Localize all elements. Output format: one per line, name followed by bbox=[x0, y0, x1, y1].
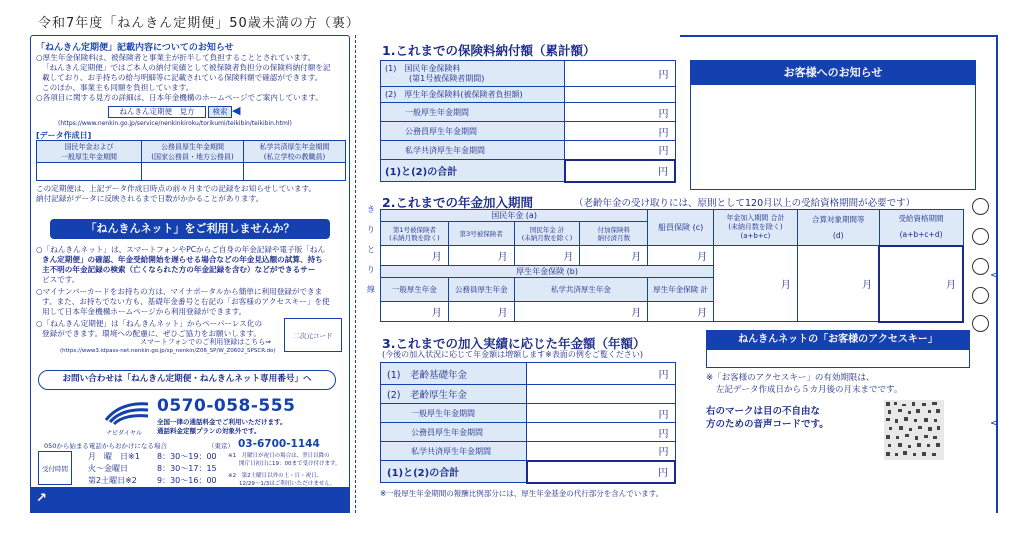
s1-value-kosei bbox=[565, 87, 676, 103]
net-line: ○「ねんきん定期便」は「ねんきんネット」からペーパーレス化の bbox=[36, 319, 263, 328]
total-header: 年金加入期間 合計 (未納月数を除く) (a+b+c) bbox=[714, 210, 798, 246]
net-line: ○マイナンバーカードをお持ちの方は、マイナポータルから簡単に利用登録ができま bbox=[36, 287, 323, 296]
net-line: 主不明の年金記録の検索（亡くなられた方の年金記録を含む）などができるサー bbox=[42, 265, 316, 274]
notice-body bbox=[36, 53, 348, 103]
s2-value: 月 bbox=[514, 302, 648, 322]
navi-dial-label: ナビダイヤル bbox=[106, 430, 142, 437]
section2-title: 2.これまでの年金加入期間 bbox=[382, 195, 533, 210]
section1-table bbox=[380, 60, 676, 183]
jukyu-header: 受給資格期間 (a+b+c+d) bbox=[879, 210, 963, 246]
kosei-header: 厚生年金保険 (b) bbox=[381, 266, 714, 278]
s3-value-ippan: 円 bbox=[527, 404, 676, 423]
section3-subtitle: (今後の加入状況に応じて年金額は増額します※表面の例をご覧ください) bbox=[382, 350, 643, 359]
search-button[interactable]: 検索 bbox=[208, 106, 232, 118]
navi-phone-number: 0570-058-555 bbox=[157, 396, 296, 416]
alt-phone-label: 050から始まる電話からおかけになる場合 bbox=[44, 442, 167, 450]
hours-day: 月 曜 日※1 bbox=[88, 452, 140, 461]
hours-time: 8：30〜19：00 bbox=[157, 452, 217, 461]
s1-value-komuin: 円 bbox=[565, 122, 676, 141]
net-line: ビスです。 bbox=[42, 275, 80, 284]
section3-title: 3.これまでの加入実績に応じた年金額（年額） bbox=[382, 336, 646, 351]
hours-day: 火〜金曜日 bbox=[88, 464, 128, 473]
s1-label-komuin: 公務員厚生年金期間 bbox=[381, 122, 565, 141]
search-box: ねんきん定期便 見方 bbox=[108, 106, 206, 118]
voice-code-icon bbox=[884, 400, 944, 460]
s3-label-komuin: 公務員厚生年金期間 bbox=[381, 423, 527, 442]
s1-value-shigaku: 円 bbox=[565, 141, 676, 160]
hours-days bbox=[88, 451, 140, 487]
kosei-col-ippan: 一般厚生年金 bbox=[381, 278, 449, 302]
voice-code-note: 右のマークは目の不自由な 方のための音声コードです。 bbox=[706, 406, 829, 430]
punch-hole-icon bbox=[972, 198, 989, 215]
punch-hole-icon bbox=[972, 315, 989, 332]
punch-hole-icon bbox=[972, 228, 989, 245]
s3-label-shigaku: 私学共済厚生年金期間 bbox=[381, 442, 527, 461]
fold-line bbox=[355, 35, 356, 513]
hours-label: 受付時間 bbox=[38, 451, 72, 485]
notice-title: 「ねんきん定期便」記載内容についてのお知らせ bbox=[36, 43, 234, 53]
s2-value-jukyu: 月 bbox=[879, 246, 963, 322]
cursor-arrow-icon: ◀ bbox=[232, 104, 241, 117]
s2-value: 月 bbox=[514, 246, 580, 266]
notice-line: 載しており、お手持ちの給与明細等に記載されている保険料額で確認ができます。 bbox=[42, 73, 323, 82]
notch-icon: < bbox=[990, 270, 999, 281]
punch-hole-icon bbox=[972, 258, 989, 275]
notice-line: このほか、事業主も同額を負担しています。 bbox=[42, 83, 194, 92]
data-date-cell bbox=[244, 163, 346, 181]
qr-code-placeholder[interactable]: 二次元コード bbox=[284, 318, 342, 352]
phone-note: 通話料金定額プランの対象外です。 bbox=[157, 427, 261, 435]
hours-note: ※2 第2土曜日以外の土・日・祝日、 12/29〜1/3はご利用いただけません。 bbox=[228, 473, 336, 487]
s2-value: 月 bbox=[381, 302, 449, 322]
s2-value: 月 bbox=[448, 246, 514, 266]
phone-note: 全国一律の通話料金でご利用いただけます。 bbox=[157, 418, 287, 426]
notice-line: ○各項目に関する見方の詳細は、日本年金機構のホームページでご案内しています。 bbox=[36, 93, 323, 102]
data-col-shigaku: 私学共済厚生年金期間 (私立学校の教職員) bbox=[244, 141, 346, 163]
s1-label-shigaku: 私学共済厚生年金期間 bbox=[381, 141, 565, 160]
senin-header: 船員保険 (c) bbox=[648, 210, 714, 246]
kosei-col-total: 厚生年金保険 計 bbox=[648, 278, 714, 302]
net-line: きん定期便」の確認、年金受給開始を遅らせる場合などの年金見込額の試算、持ち bbox=[42, 255, 323, 264]
net-line: ○「ねんきんネット」は、スマートフォンやPCからご自身の年金記録や電子版「ねん bbox=[36, 245, 326, 254]
inquiry-button[interactable]: お問い合わせは「ねんきん定期便・ねんきんネット専用番号」へ bbox=[38, 370, 336, 390]
kokumin-col-total: 国民年金 計 (未納月数を除く) bbox=[514, 222, 580, 246]
s2-value-gassan: 月 bbox=[797, 246, 879, 322]
s2-value-senin: 月 bbox=[648, 246, 714, 266]
diagonal-arrow-icon: ↗ bbox=[36, 491, 47, 506]
s3-label-total: (1)と(2)の合計 bbox=[381, 461, 527, 483]
notice-line: ○厚生年金保険料は、被保険者と事業主が折半して負担することとされています。 bbox=[36, 53, 316, 62]
access-key-header: ねんきんネットの「お客様のアクセスキー」 bbox=[706, 330, 970, 350]
s1-value-total: 円 bbox=[565, 160, 676, 182]
section3-table bbox=[380, 362, 676, 484]
gassan-header: 合算対象期間等 (d) bbox=[797, 210, 879, 246]
data-notes bbox=[36, 184, 348, 204]
customer-notice-header: お客様へのお知らせ bbox=[691, 61, 975, 85]
s1-label-total: (1)と(2)の合計 bbox=[381, 160, 565, 182]
kokumin-col-3go: 第3号被保険者 bbox=[448, 222, 514, 246]
s1-label-ippan: 一般厚生年金期間 bbox=[381, 103, 565, 122]
s3-label-kiso: (1) 老齢基礎年金 bbox=[381, 363, 527, 385]
smartphone-register-text: スマートフォンでのご利用登録はこちら⇒ bbox=[140, 338, 272, 346]
s1-value-kokumin: 円 bbox=[565, 61, 676, 87]
vertical-cut-label: き り と り 線 bbox=[367, 205, 375, 294]
kokumin-header: 国民年金 (a) bbox=[381, 210, 648, 222]
access-key-box[interactable] bbox=[706, 350, 970, 368]
nenkin-net-banner: 「ねんきんネット」をご利用しませんか？ bbox=[50, 219, 330, 239]
s1-value-ippan: 円 bbox=[565, 103, 676, 122]
section2-table bbox=[380, 209, 964, 323]
net-line: 用して日本年金機構ホームページから利用登録ができます。 bbox=[42, 307, 247, 316]
s2-value-total: 月 bbox=[714, 246, 798, 322]
s3-label-ippan: 一般厚生年金期間 bbox=[381, 404, 527, 423]
data-date-table bbox=[36, 140, 346, 181]
navi-dial-logo-icon bbox=[104, 398, 150, 428]
s2-value: 月 bbox=[381, 246, 449, 266]
data-note: 納付記録がデータに反映されるまで日数がかかることがあります。 bbox=[36, 194, 264, 203]
kosei-col-shigaku: 私学共済厚生年金 bbox=[514, 278, 648, 302]
s2-value: 月 bbox=[648, 302, 714, 322]
hours-time: 9：30〜16：00 bbox=[157, 476, 217, 485]
teikibin-url: (https://www.nenkin.go.jp/service/nenkinkiroku/torikumi/teikibin/teikibin.html) bbox=[58, 120, 292, 127]
s1-label-kokumin: (1) 国民年金保険料 (第1号被保険者期間) bbox=[381, 61, 565, 87]
section3-footnote: ※一般厚生年金期間の報酬比例部分には、厚生年金基金の代行部分を含んでいます。 bbox=[380, 489, 664, 498]
net-line: す。また、お持ちでない方も、基礎年金番号と右記の「お客様のアクセスキー」を使 bbox=[42, 297, 330, 306]
data-col-kokumin: 国民年金および 一般厚生年金期間 bbox=[37, 141, 142, 163]
hours-times bbox=[157, 451, 217, 487]
section1-title: 1.これまでの保険料納付額（累計額） bbox=[382, 43, 596, 58]
notice-line: 「ねんきん定期便」ではご本人の納付実績として被保険者負担分の保険料納付額を記 bbox=[42, 63, 331, 72]
alt-phone-area: （東京） bbox=[208, 442, 234, 450]
outer-frame-top bbox=[680, 35, 996, 37]
alt-phone-number: 03-6700-1144 bbox=[238, 438, 320, 450]
data-col-komuin: 公務員厚生年金期間 (国家公務員・地方公務員) bbox=[142, 141, 244, 163]
data-date-label: [データ作成日] bbox=[36, 131, 92, 140]
punch-hole-icon bbox=[972, 287, 989, 304]
s1-label-kosei: (2) 厚生年金保険料(被保険者負担額) bbox=[381, 87, 565, 103]
section2-subtitle: （老齢年金の受け取りには、原則として120月以上の受給資格期間が必要です） bbox=[574, 198, 916, 209]
access-key-note: 左記データ作成日から５カ月後の月末までです。 bbox=[716, 385, 903, 395]
net-line: 登録ができます。環境への配慮に、ぜひご協力をお願いします。 bbox=[42, 329, 261, 338]
hours-day: 第2土曜日※2 bbox=[88, 476, 137, 485]
s3-value-kiso: 円 bbox=[527, 363, 676, 385]
notch-icon: < bbox=[990, 418, 999, 429]
left-bottom-bar bbox=[30, 487, 350, 513]
s2-value: 月 bbox=[448, 302, 514, 322]
data-note: この定期便は、上記データ作成日時点の前々月までの記録をお知らせしています。 bbox=[36, 184, 317, 193]
access-key-note: ※「お客様のアクセスキー」の有効期限は、 bbox=[706, 373, 875, 383]
s3-label-kosei: (2) 老齢厚生年金 bbox=[381, 385, 527, 404]
s3-value-komuin: 円 bbox=[527, 423, 676, 442]
s2-value: 月 bbox=[580, 246, 648, 266]
data-date-cell bbox=[37, 163, 142, 181]
kosei-col-komuin: 公務員厚生年金 bbox=[448, 278, 514, 302]
smartphone-url: (https://www3.idpass-net.nenkin.go.jp/sp_nenkin/Z06_SP/W_Z0602_SPSCR.do) bbox=[60, 348, 276, 354]
page-title: 令和7年度「ねんきん定期便」50歳未満の方（裏） bbox=[38, 16, 360, 31]
s3-value-total: 円 bbox=[527, 461, 676, 483]
data-date-cell bbox=[142, 163, 244, 181]
s3-value-kosei bbox=[527, 385, 676, 404]
kokumin-col-fuka: 付加保険料 納付済月数 bbox=[580, 222, 648, 246]
kokumin-col-1go: 第1号被保険者 (未納月数を除く) bbox=[381, 222, 449, 246]
hours-note: ※1 月曜日が祝日の場合は、翌日以降の 開庁日初日に19：00まで受け付けます。 bbox=[228, 453, 341, 467]
hours-time: 8：30〜17：15 bbox=[157, 464, 217, 473]
s3-value-shigaku: 円 bbox=[527, 442, 676, 461]
